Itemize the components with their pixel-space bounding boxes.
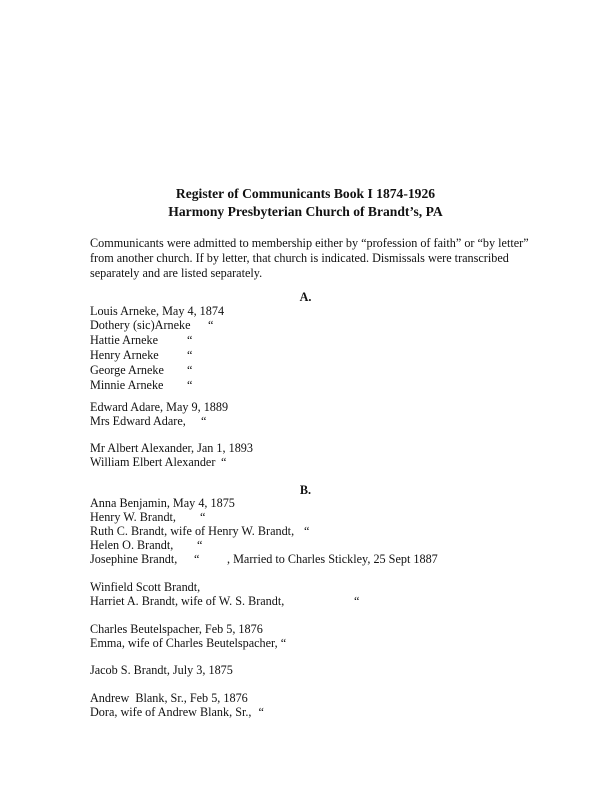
ditto-mark: “ xyxy=(197,538,203,552)
intro-line: Communicants were admitted to membership either by “profession of faith” or “by letter” xyxy=(90,236,529,250)
ditto-mark: “ xyxy=(304,524,310,538)
entry-text: Charles Beutelspacher, Feb 5, 1876 xyxy=(90,622,263,636)
entry-text: Helen O. Brandt, xyxy=(90,538,174,552)
list-item xyxy=(90,441,253,455)
entry-text: Edward Adare, May 9, 1889 xyxy=(90,400,229,414)
entry-text: Jacob S. Brandt, July 3, 1875 xyxy=(90,663,233,677)
ditto-mark: “ xyxy=(258,705,264,719)
ditto-mark: “ xyxy=(354,594,360,608)
document-title: Register of Communicants Book I 1874-1926 xyxy=(175,186,436,201)
entry-text: Hattie Arneke xyxy=(90,333,159,347)
ditto-mark: “ xyxy=(201,414,207,428)
marriage-note: , Married to Charles Stickley, 25 Sept 1887 xyxy=(227,552,438,566)
list-item xyxy=(90,378,193,392)
list-item xyxy=(90,333,193,347)
entry-text: Josephine Brandt, xyxy=(90,552,178,566)
ditto-mark: “ xyxy=(187,348,193,362)
list-item xyxy=(90,538,203,552)
entry-text: Dora, wife of Andrew Blank, Sr., xyxy=(90,705,252,719)
list-item xyxy=(90,496,235,510)
entry-text: Anna Benjamin, May 4, 1875 xyxy=(90,496,235,510)
list-item xyxy=(90,510,206,524)
list-item xyxy=(90,691,248,705)
entry-text: William Elbert Alexander xyxy=(90,455,216,469)
list-item xyxy=(90,705,264,719)
ditto-mark: “ xyxy=(221,455,227,469)
list-item xyxy=(90,363,193,377)
document-subtitle: Harmony Presbyterian Church of Brandt’s, PA xyxy=(168,204,443,219)
ditto-mark: “ xyxy=(194,552,200,566)
list-item xyxy=(90,318,214,332)
entry-text: Louis Arneke, May 4, 1874 xyxy=(90,304,225,318)
entry-text: Harriet A. Brandt, wife of W. S. Brandt, xyxy=(90,594,285,608)
intro-line: from another church. If by letter, that church is indicated. Dismissals were transcribed xyxy=(90,251,509,265)
list-item xyxy=(90,636,286,650)
list-item xyxy=(90,622,263,636)
entry-text: Mrs Edward Adare, xyxy=(90,414,186,428)
ditto-mark: “ xyxy=(187,333,193,347)
entry-text: George Arneke xyxy=(90,363,164,377)
entry-text: Ruth C. Brandt, wife of Henry W. Brandt, xyxy=(90,524,295,538)
entry-text: Andrew Blank, Sr., Feb 5, 1876 xyxy=(90,691,248,705)
ditto-mark: “ xyxy=(208,318,214,332)
section-heading-b: B. xyxy=(299,483,312,497)
list-item xyxy=(90,455,227,469)
entry-text: Emma, wife of Charles Beutelspacher, xyxy=(90,636,278,650)
list-item xyxy=(90,414,207,428)
list-item xyxy=(90,580,200,594)
ditto-mark: “ xyxy=(280,636,287,650)
entry-text: Henry Arneke xyxy=(90,348,159,362)
ditto-mark: “ xyxy=(187,363,193,377)
entry-text: Henry W. Brandt, xyxy=(90,510,176,524)
list-item xyxy=(90,524,310,538)
list-item xyxy=(90,400,228,414)
ditto-mark: “ xyxy=(200,510,206,524)
intro-line: separately and are listed separately. xyxy=(90,266,263,280)
entry-text: Dothery (sic)Arneke xyxy=(90,318,191,332)
list-item xyxy=(90,663,233,677)
list-item xyxy=(90,304,224,318)
entry-text: Mr Albert Alexander, Jan 1, 1893 xyxy=(90,441,253,455)
section-heading-a: A. xyxy=(299,290,312,304)
entry-text: Winfield Scott Brandt, xyxy=(90,580,201,594)
ditto-mark: “ xyxy=(187,378,193,392)
list-item xyxy=(90,552,438,566)
entry-text: Minnie Arneke xyxy=(90,378,164,392)
list-item xyxy=(90,348,193,362)
list-item xyxy=(90,594,360,608)
